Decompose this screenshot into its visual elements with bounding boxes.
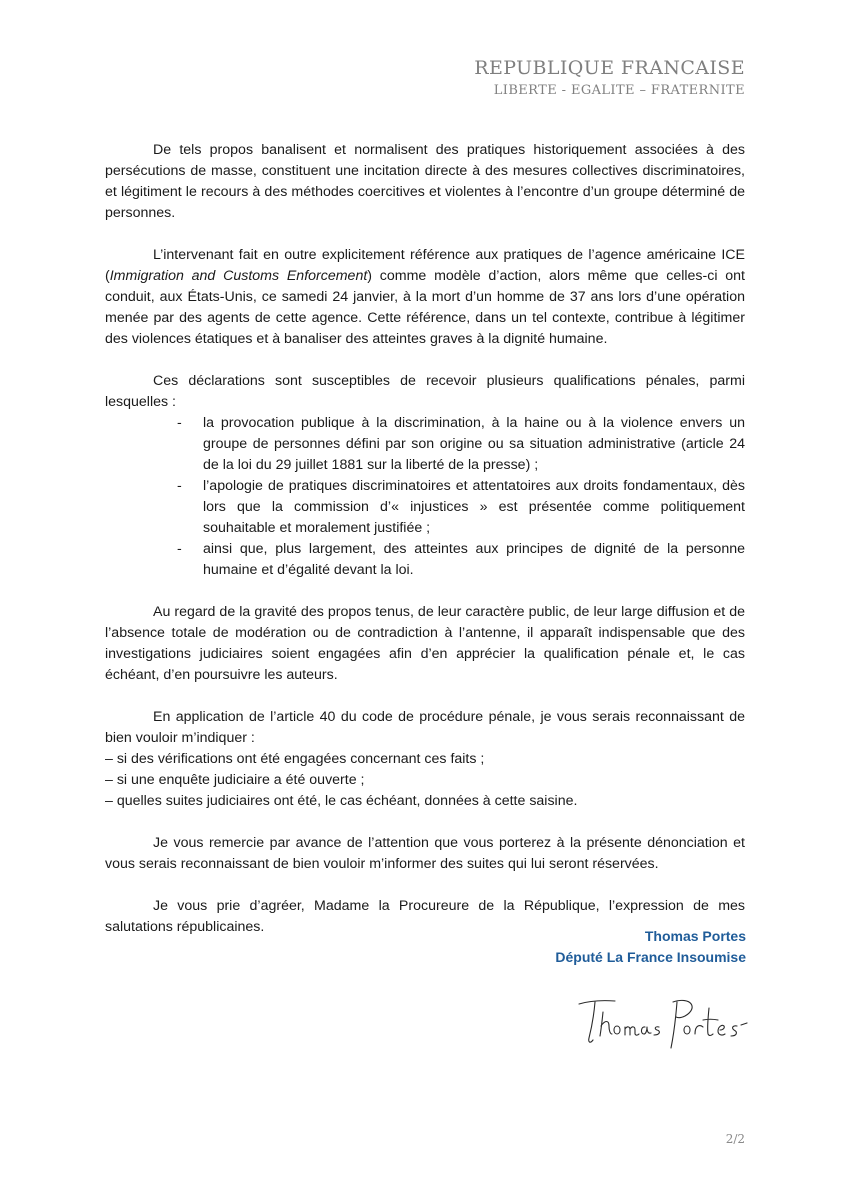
paragraph-2-end: ) comme modèle d’action, alors même que celles-ci ont conduit, aux États-Unis, ce samedi 24 janvier, à la mort d’un homme de 37 ans lors d’une opération menée par des agents de cette agence. Cette référence, dans un tel contexte, contribue à légitimer des violences étatiques et à banaliser des atteintes graves à la dignité humaine. (105, 268, 745, 347)
paragraph-2-start: L’intervenant fait en outre explicitement référence aux pratiques de l’agence américaine ICE ( (105, 247, 745, 284)
paragraph-7: Je vous prie d’agréer, Madame la Procureure de la République, l’expression de mes salutations républicaines. (105, 898, 745, 935)
signatory-block (555, 926, 746, 968)
paragraph-1: De tels propos banalisent et normalisent des pratiques historiquement associées à des persécutions de masse, constituent une incitation directe à des mesures collectives discriminatoires, et légitiment le recours à des méthodes coercitives et violentes à l’encontre d’un groupe déterminé de personnes. (105, 142, 745, 221)
list-dash: - (177, 541, 182, 557)
letterhead (474, 56, 745, 100)
paragraph-2 (105, 245, 745, 350)
enquiry-item: – si une enquête judiciaire a été ouverte ; (105, 772, 365, 788)
signatory-name: Thomas Portes (644, 928, 746, 944)
paragraph-4: Au regard de la gravité des propos tenus, de leur caractère public, de leur large diffusion et de l’absence totale de modération ou de contradiction à l’antenne, il apparaît indispensable que des investigations judiciaires soient engagées afin d’en apprécier la qualification pénale et, le cas échéant, d’en poursuivre les auteurs. (105, 604, 745, 683)
list-item (105, 476, 745, 539)
paragraph-5: En application de l’article 40 du code de procédure pénale, je vous serais reconnaissant de bien vouloir m’indiquer : (105, 709, 745, 746)
paragraph-3: Ces déclarations sont susceptibles de recevoir plusieurs qualifications pénales, parmi lesquelles : (105, 373, 745, 410)
letterhead-title: REPUBLIQUE FRANCAISE (474, 57, 745, 79)
agency-name: Immigration and Customs Enforcement (109, 268, 368, 284)
enquiry-item: – si des vérifications ont été engagées concernant ces faits ; (105, 751, 485, 767)
signatory-role: Député La France Insoumise (555, 949, 746, 965)
list-item (105, 539, 745, 581)
list-dash: - (177, 478, 182, 494)
list-item-text: l’apologie de pratiques discriminatoires et attentatoires aux droits fondamentaux, dès lors que la commission d’« injustices » est présentée comme politiquement souhaitable et moralement justifiée ; (203, 478, 745, 536)
qualifications-list (105, 413, 745, 581)
handwritten-signature (575, 992, 750, 1054)
list-item-text: ainsi que, plus largement, des atteintes aux principes de dignité de la personne humaine et d’égalité devant la loi. (203, 541, 745, 578)
enquiries-list (105, 749, 745, 812)
letterhead-motto: LIBERTE - EGALITE – FRATERNITE (493, 83, 745, 98)
list-dash: - (177, 415, 182, 431)
list-item (105, 413, 745, 476)
letter-body (105, 140, 745, 959)
paragraph-6: Je vous remercie par avance de l’attention que vous porterez à la présente dénonciation et vous serais reconnaissant de bien vouloir m’informer des suites qui lui seront réservées. (105, 835, 745, 872)
list-item-text: la provocation publique à la discrimination, à la haine ou à la violence envers un groupe de personnes défini par son origine ou sa situation administrative (article 24 de la loi du 29 juillet 1881 sur la liberté de la presse) ; (203, 415, 745, 473)
page-number: 2/2 (725, 1132, 745, 1146)
enquiry-item: – quelles suites judiciaires ont été, le cas échéant, données à cette saisine. (105, 793, 578, 809)
